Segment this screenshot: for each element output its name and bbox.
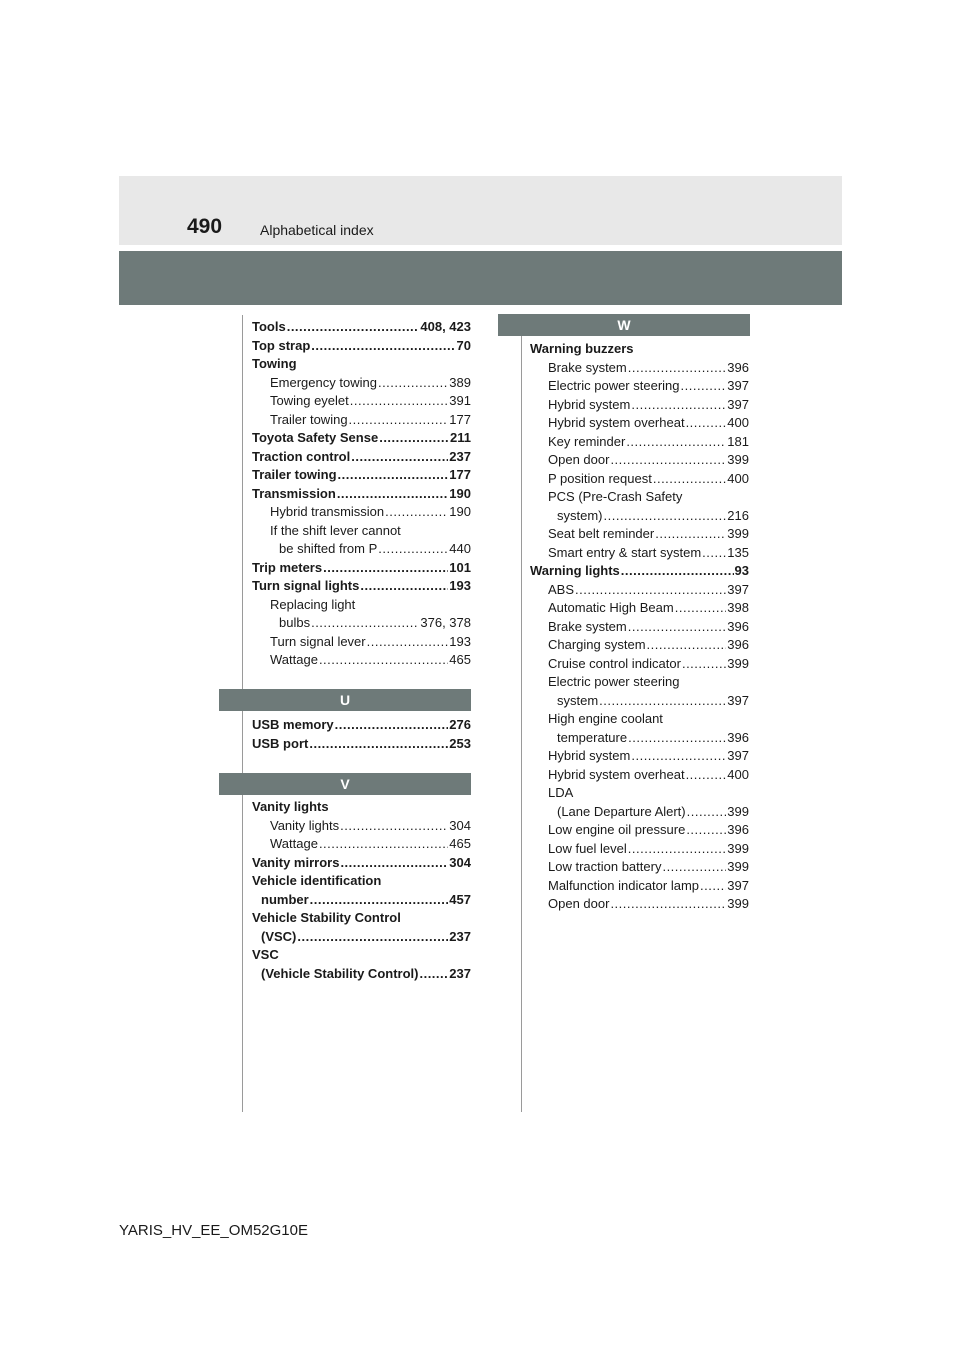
dot-leader [599,692,726,711]
entry-page-ref: 253 [449,735,471,751]
index-entry [252,466,471,485]
entry-term: Vehicle identification [252,873,382,888]
dot-leader [682,655,726,674]
dot-leader [610,895,726,914]
dot-leader [378,540,448,559]
entry-term: Wattage [270,836,318,851]
entry-term: Towing eyelet [270,393,349,408]
index-entry [252,577,471,596]
dot-leader [367,633,449,652]
dot-leader [686,766,727,785]
index-entry [530,747,749,766]
index-entry [252,559,471,578]
entry-page-ref: 397 [727,692,749,708]
entry-page-ref: 397 [727,877,749,893]
dot-leader [675,599,727,618]
index-entry [530,433,749,452]
dot-leader [604,507,727,526]
entry-page-ref: 399 [727,452,749,467]
entry-term: bulbs [279,615,311,630]
index-entry [530,414,749,433]
entry-term: Smart entry & start system [548,544,702,560]
entry-page-ref: 465 [449,836,471,851]
index-entry [252,651,471,670]
index-entry [530,562,749,581]
entry-term: Hybrid system [548,748,631,763]
entry-term: ABS [548,581,575,597]
index-entry [530,673,749,692]
index-entry [530,858,749,877]
right-column-rule [521,315,522,1112]
index-entry [252,891,471,910]
entry-page-ref: 276 [449,717,471,732]
dot-leader [311,614,419,633]
entry-term: temperature [557,729,628,745]
dot-leader [337,485,448,504]
index-entry [530,599,749,618]
entry-page-ref: 389 [449,374,471,390]
entry-page-ref: 408, 423 [420,319,471,334]
entry-page-ref: 396 [727,618,749,634]
entry-term: USB port [252,735,309,751]
dot-leader [631,396,726,415]
entry-page-ref: 304 [449,817,471,833]
index-entry [252,909,471,928]
dot-leader [311,337,455,356]
index-entry [530,377,749,396]
index-entry [530,359,749,378]
entry-page-ref: 397 [727,581,749,597]
dot-leader [702,544,726,563]
entry-page-ref: 399 [727,803,749,819]
index-entry [530,710,749,729]
index-entry [530,784,749,803]
entry-term: USB memory [252,717,334,732]
dot-leader [610,451,726,470]
entry-page-ref: 397 [727,396,749,412]
entry-term: Electric power steering [548,378,680,393]
entry-page-ref: 399 [727,896,749,911]
entry-term: LDA [548,785,574,800]
entry-term: Open door [548,452,610,467]
entry-term: Low fuel level [548,840,627,856]
entry-page-ref: 400 [727,415,749,430]
dot-leader [628,840,727,859]
entry-page-ref: 457 [449,891,471,907]
entry-term: Electric power steering [548,674,680,689]
entry-page-ref: 397 [727,748,749,763]
index-entry [252,485,471,504]
dot-leader [287,318,420,337]
index-entry [530,544,749,563]
entry-term: Vanity lights [252,799,329,814]
index-column-t [252,318,471,670]
entry-term: Turn signal lights [252,578,360,593]
index-entry [252,633,471,652]
dot-leader [319,651,448,670]
entry-page-ref: 216 [727,507,749,523]
index-entry [252,928,471,947]
dot-leader [419,965,448,984]
entry-page-ref: 190 [449,485,471,501]
index-entry [530,525,749,544]
dot-leader [653,470,726,489]
index-entry [252,614,471,633]
index-entry [530,470,749,489]
index-entry [530,692,749,711]
entry-term: Automatic High Beam [548,600,674,615]
dot-leader [628,359,727,378]
entry-term: Key reminder [548,433,626,449]
entry-term: Hybrid transmission [270,504,385,519]
section-title: Alphabetical index [260,222,374,238]
entry-page-ref: 396 [727,359,749,375]
index-entry [252,503,471,522]
entry-page-ref: 465 [449,652,471,667]
entry-term: VSC [252,947,279,962]
entry-page-ref: 181 [727,433,749,449]
index-entry [252,735,471,754]
header-bar [119,251,842,305]
entry-page-ref: 397 [727,378,749,393]
dot-leader [297,928,448,947]
entry-term: Toyota Safety Sense [252,430,379,445]
entry-term: Wattage [270,652,318,667]
dot-leader [631,747,726,766]
entry-page-ref: 304 [449,854,471,870]
entry-term: Hybrid system [548,396,631,412]
index-entry [252,392,471,411]
entry-page-ref: 399 [727,526,749,541]
entry-page-ref: 237 [449,965,471,981]
letter-heading-v: V [219,773,471,795]
dot-leader [575,581,726,600]
entry-term: High engine coolant [548,711,663,726]
entry-term: (VSC) [261,928,297,944]
dot-leader [335,716,449,735]
entry-page-ref: 391 [449,393,471,408]
index-entry [252,429,471,448]
entry-term: (Vehicle Stability Control) [261,965,419,981]
index-entry [252,355,471,374]
entry-page-ref: 400 [727,766,749,782]
entry-term: Low traction battery [548,859,662,874]
dot-leader [350,392,449,411]
index-entry [530,581,749,600]
entry-page-ref: 400 [727,470,749,486]
entry-term: Trailer towing [270,411,348,427]
entry-term: Top strap [252,337,311,353]
entry-page-ref: 396 [727,822,749,837]
dot-leader [628,729,726,748]
entry-term: system) [557,507,603,523]
dot-leader [700,877,726,896]
index-entry [252,798,471,817]
entry-term: Vehicle Stability Control [252,910,401,925]
entry-page-ref: 101 [449,559,471,575]
index-entry [252,411,471,430]
letter-heading-w: W [498,314,750,336]
dot-leader [379,429,449,448]
entry-page-ref: 396 [727,729,749,745]
dot-leader [310,891,449,910]
index-entry [530,636,749,655]
entry-term: Brake system [548,359,627,375]
entry-term: If the shift lever cannot [270,522,401,538]
dot-leader [681,377,727,396]
entry-term: Seat belt reminder [548,526,655,541]
dot-leader [351,448,448,467]
dot-leader [628,618,727,637]
entry-term: Brake system [548,618,627,634]
entry-term: Emergency towing [270,374,377,390]
entry-term: Trip meters [252,559,323,575]
index-column-v [252,798,471,983]
entry-page-ref: 237 [449,928,471,944]
entry-term: Tools [252,319,286,334]
index-entry [252,965,471,984]
entry-page-ref: 193 [449,578,471,593]
dot-leader [655,525,726,544]
entry-page-ref: 376, 378 [420,615,471,630]
dot-leader [662,858,726,877]
entry-term: (Lane Departure Alert) [557,803,686,819]
index-entry [530,803,749,822]
entry-page-ref: 211 [450,430,471,445]
entry-term: Charging system [548,637,646,652]
entry-term: Open door [548,896,610,911]
index-entry [252,817,471,836]
index-entry [252,835,471,854]
index-entry [530,340,749,359]
entry-term: Replacing light [270,596,356,612]
entry-page-ref: 399 [727,859,749,874]
index-entry [252,337,471,356]
dot-leader [686,414,727,433]
index-entry [530,821,749,840]
entry-page-ref: 237 [449,448,471,464]
index-entry [530,396,749,415]
index-entry [530,618,749,637]
entry-page-ref: 70 [456,337,471,353]
dot-leader [378,374,448,393]
entry-term: Low engine oil pressure [548,822,686,837]
entry-term: Vanity mirrors [252,854,340,870]
index-entry [530,895,749,914]
letter-heading-u: U [219,689,471,711]
dot-leader [338,466,449,485]
entry-page-ref: 177 [449,411,471,427]
index-entry [252,872,471,891]
index-column-u [252,716,471,753]
entry-page-ref: 193 [449,633,471,649]
entry-term: Cruise control indicator [548,655,681,671]
dot-leader [319,835,448,854]
entry-term: Hybrid system overheat [548,415,685,430]
index-entry [252,448,471,467]
entry-term: Towing [252,356,297,371]
index-entry [252,374,471,393]
entry-term: Hybrid system overheat [548,766,685,782]
dot-leader [340,854,448,873]
header-band [119,176,842,245]
dot-leader [647,636,727,655]
entry-page-ref: 399 [727,840,749,856]
entry-term: Turn signal lever [270,633,366,649]
index-entry [530,451,749,470]
dot-leader [323,559,448,578]
index-entry [530,729,749,748]
index-entry [530,655,749,674]
index-entry [252,946,471,965]
dot-leader [340,817,448,836]
entry-page-ref: 440 [449,541,471,556]
entry-term: PCS (Pre-Crash Safety [548,489,683,504]
index-entry [530,507,749,526]
entry-term: P position request [548,470,652,486]
index-entry [530,877,749,896]
dot-leader [309,735,448,754]
index-entry [252,716,471,735]
dot-leader [686,821,726,840]
entry-term: Vanity lights [270,817,340,833]
dot-leader [385,503,448,522]
entry-term: be shifted from P [279,541,378,556]
left-column-rule [242,315,243,1112]
index-entry [530,488,749,507]
index-entry [252,596,471,615]
index-entry [252,540,471,559]
dot-leader [360,577,448,596]
entry-term: Warning buzzers [530,341,634,356]
index-entry [530,840,749,859]
entry-page-ref: 398 [727,600,749,615]
dot-leader [687,803,727,822]
entry-term: Transmission [252,485,336,501]
dot-leader [626,433,726,452]
entry-term: system [557,692,599,708]
entry-page-ref: 177 [449,467,471,482]
dot-leader [621,562,734,581]
entry-term: Malfunction indicator lamp [548,877,700,893]
index-entry [252,854,471,873]
index-entry [252,318,471,337]
entry-term: Warning lights [530,563,620,578]
entry-page-ref: 396 [727,637,749,652]
entry-page-ref: 190 [449,504,471,519]
page-number: 490 [187,215,223,238]
entry-term: Trailer towing [252,467,337,482]
manual-code: YARIS_HV_EE_OM52G10E [119,1222,308,1239]
entry-term: number [261,891,309,907]
dot-leader [349,411,449,430]
entry-page-ref: 399 [727,655,749,671]
index-entry [252,522,471,541]
index-entry [530,766,749,785]
entry-term: Traction control [252,448,351,464]
index-column-w [530,340,749,914]
entry-page-ref: 93 [734,563,749,578]
entry-page-ref: 135 [727,544,749,560]
